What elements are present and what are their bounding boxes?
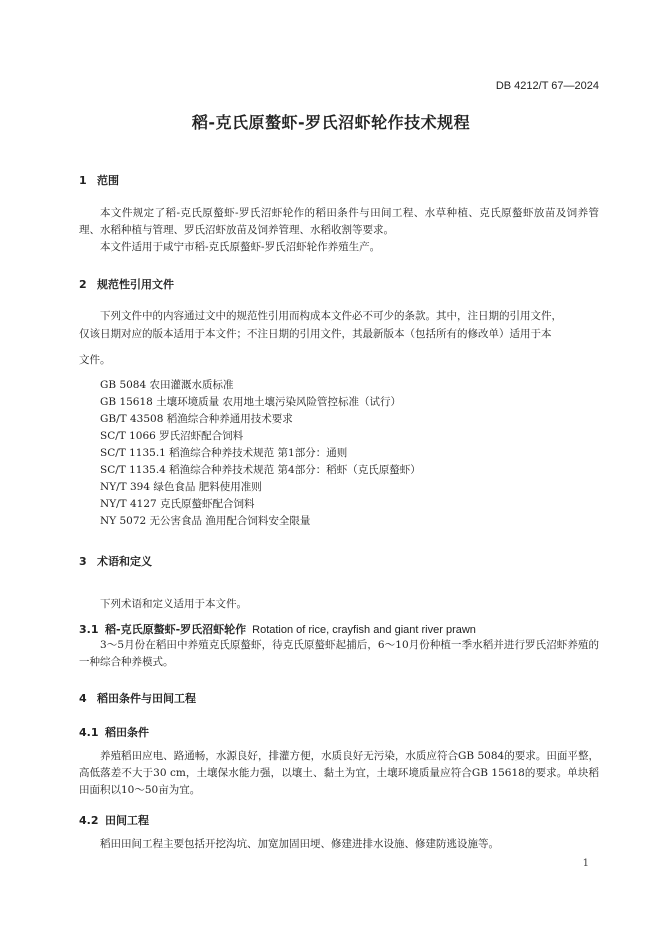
reference-item: NY 5072 无公害食品 渔用配合饲料安全限量 [100,515,311,527]
subsection-number: 4.2 [79,814,99,827]
reference-item: SC/T 1066 罗氏沼虾配合饲料 [100,430,244,442]
term-number: 3.1 [79,623,99,636]
document-title: 稻-克氏原螯虾-罗氏沼虾轮作技术规程 [191,113,471,132]
subsection-number: 4.1 [79,726,99,739]
section-2-para-line-2: 仅该日期对应的版本适用于本文件；不注日期的引用文件，其最新版本（包括所有的修改单）适用于本 [79,328,552,340]
term-3-1-definition: 3～5月份在稻田中养殖克氏原螯虾，待克氏原螯虾起捕后，6～10月份种植一季水稻并进行罗氏沼虾养殖的一种综合种养模式。 [79,639,599,668]
section-number: 4 [79,692,87,705]
section-1-paragraph-2: 本文件适用于咸宁市稻-克氏原螯虾-罗氏沼虾轮作养殖生产。 [100,241,381,253]
section-1-paragraph-1: 本文件规定了稻-克氏原螯虾-罗氏沼虾轮作的稻田条件与田间工程、水草种植、克氏原螯虾放苗及饲养管理、水稻种植与管理、罗氏沼虾放苗及饲养管理、水稻收割等要求。 [79,207,599,236]
reference-item: SC/T 1135.1 稻渔综合种养技术规范 第1部分：通则 [100,447,348,459]
term-english: Rotation of rice, crayfish and giant river prawn [252,624,476,636]
term-name: 稻-克氏原螯虾-罗氏沼虾轮作 [105,623,247,636]
reference-item: GB 15618 土壤环境质量 农用地土壤污染风险管控标准（试行） [100,396,402,408]
section-number: 1 [79,174,87,187]
section-title: 范围 [97,174,119,187]
reference-item: GB 5084 农田灌溉水质标准 [100,379,234,391]
page-number: 1 [582,858,589,869]
section-title: 术语和定义 [97,555,152,568]
section-number: 2 [79,278,87,291]
reference-item: GB/T 43508 稻渔综合种养通用技术要求 [100,413,293,425]
subsection-title: 稻田条件 [105,726,149,739]
section-2-heading [79,276,174,292]
section-3-paragraph-1: 下列术语和定义适用于本文件。 [100,598,247,610]
section-1-heading [79,172,119,188]
section-title: 规范性引用文件 [97,278,174,291]
subsection-4-2-text: 稻田田间工程主要包括开挖沟坑、加宽加固田埂、修建进排水设施、修建防逃设施等。 [100,838,499,850]
section-3-heading [79,553,152,569]
subsection-title: 田间工程 [105,814,149,827]
section-number: 3 [79,555,87,568]
subsection-4-1-heading [79,724,149,740]
subsection-4-1-text: 养殖稻田应电、路通畅，水源良好，排灌方便，水质良好无污染，水质应符合GB 5084的要求。田面平整，高低落差不大于30 cm，土壤保水能力强，以壤土、黏土为宜，土壤环境质量应符合GB 15618的要求。单块稻田面积以10～50亩为宜。 [79,750,599,796]
subsection-4-2-heading [79,812,149,828]
section-2-para-line-3: 文件。 [79,354,111,366]
reference-item: SC/T 1135.4 稻渔综合种养技术规范 第4部分：稻虾（克氏原螯虾） [100,464,421,476]
reference-item: NY/T 4127 克氏原螯虾配合饲料 [100,498,255,510]
section-title: 稻田条件与田间工程 [97,692,196,705]
document-id: DB 4212/T 67—2024 [495,80,599,92]
section-4-heading [79,690,196,706]
section-2-para-line-1: 下列文件中的内容通过文中的规范性引用而构成本文件必不可少的条款。其中，注日期的引用文件， [100,310,562,322]
term-3-1-heading [79,621,476,637]
reference-item: NY/T 394 绿色食品 肥料使用准则 [100,481,262,493]
